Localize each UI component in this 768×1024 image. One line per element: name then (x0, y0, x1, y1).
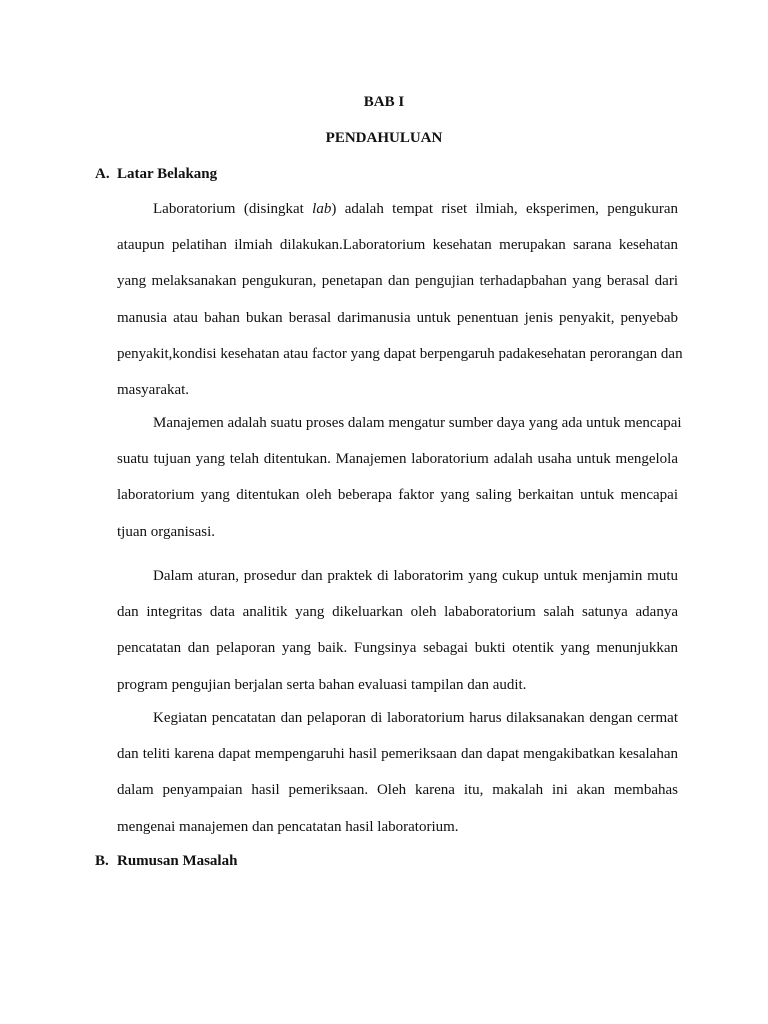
section-heading-rumusan-masalah (95, 851, 237, 871)
paragraph-line: dan teliti karena dapat mempengaruhi hasil pemeriksaan dan dapat mengakibatkan kesalahan (117, 746, 678, 763)
paragraph-line: masyarakat. (117, 381, 190, 398)
paragraph-1 (117, 199, 683, 416)
paragraph-line: pencatatan dan pelaporan yang baik. Fungsinya sebagai bukti otentik yang menunjukkan (117, 640, 678, 657)
paragraph-line: program pengujian berjalan serta bahan evaluasi tampilan dan audit. (117, 676, 527, 693)
chapter-title: PENDAHULUAN (325, 130, 443, 146)
paragraph-line: Manajemen adalah suatu proses dalam mengatur sumber daya yang ada untuk mencapai (153, 415, 682, 431)
paragraph-line: laboratorium yang ditentukan oleh beberapa faktor yang saling berkaitan untuk mencapai (117, 487, 678, 504)
paragraph-line: manusia atau bahan bukan berasal darimanusia untuk penentuan jenis penyakit, penyebab (117, 309, 678, 326)
text-run: Laboratorium (disingkat (153, 201, 313, 217)
section-heading-latar-belakang (95, 164, 217, 184)
italic-term: lab (312, 201, 332, 217)
chapter-number: BAB I (363, 94, 405, 110)
paragraph-line: Dalam aturan, prosedur dan praktek di laboratorim yang cukup untuk menjamin mutu (153, 568, 678, 584)
section-title: Latar Belakang (117, 166, 218, 182)
section-number: B. (95, 853, 109, 869)
paragraph-line: Kegiatan pencatatan dan pelaporan di laboratorium harus dilaksanakan dengan cermat (153, 710, 678, 726)
paragraph-2 (117, 413, 682, 558)
paragraph-3 (117, 566, 678, 711)
paragraph-line: tjuan organisasi. (117, 523, 216, 540)
paragraph-line (117, 199, 678, 235)
text-run: ) adalah tempat riset ilmiah, eksperimen, pengukuran (331, 201, 678, 217)
paragraph-line: yang melaksanakan pengukuran, penetapan dan pengujian terhadapbahan yang berasal dari (117, 273, 678, 290)
paragraph-line: dalam penyampaian hasil pemeriksaan. Oleh karena itu, makalah ini akan membahas (117, 782, 678, 799)
paragraph-line: ataupun pelatihan ilmiah dilakukan.Laboratorium kesehatan merupakan sarana kesehatan (117, 237, 678, 254)
paragraph-line: suatu tujuan yang telah ditentukan. Manajemen laboratorium adalah usaha untuk mengelola (117, 451, 678, 468)
section-title: Rumusan Masalah (117, 853, 238, 869)
paragraph-4 (117, 708, 678, 853)
section-number: A. (95, 166, 110, 182)
paragraph-line: mengenai manajemen dan pencatatan hasil laboratorium. (117, 818, 459, 835)
paragraph-line: penyakit,kondisi kesehatan atau factor yang dapat berpengaruh padakesehatan perorangan dan (117, 345, 683, 362)
paragraph-line: dan integritas data analitik yang dikeluarkan oleh lababoratorium salah satunya adanya (117, 604, 678, 621)
